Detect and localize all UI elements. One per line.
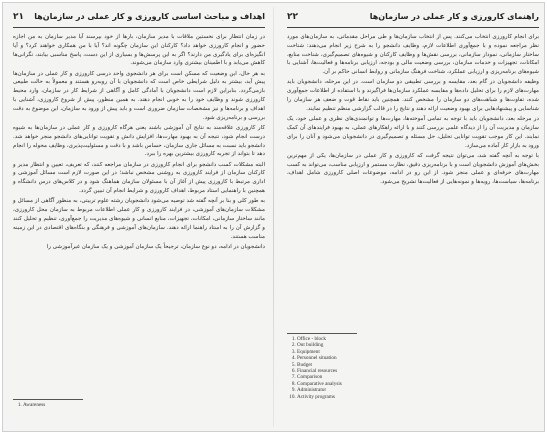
right-page-body bbox=[287, 33, 539, 189]
footnote: 2. Out building bbox=[297, 342, 487, 348]
footnote: 5. Budget bbox=[297, 362, 487, 368]
paragraph: البته مشکلات کسب دانشجو برای انجام کارورزی در سازمان مراجعه کنند، که تعریف، تعیین و انتظار مدیر و کارکنان سازمان از فرایند کارورزی به روشنی مشخص نباشد؛ در این صورت لازم است مسائل آموزشی و اداری مرتبط با کارورزی پیش از آغاز آن با مسئولان سازمان هماهنگ شود و در کلاس‌های درس دانشگاه و همچنین با راهنمایی استاد مربوط، اهداف کارورزی و شرایط انجام آن تبیین گردد. bbox=[13, 161, 265, 195]
book-gutter bbox=[273, 7, 274, 427]
footnote: 6. Financial resources bbox=[297, 368, 487, 374]
left-footnotes bbox=[13, 402, 213, 408]
footnote-rule bbox=[287, 333, 357, 334]
footnote: 8. Comparative analysis bbox=[297, 381, 487, 387]
paragraph: کار کارورزی علاقه‌مند به نتایج آن آموزشی باشند یعنی هرگاه کارورزی و کار عملی در سازمان‌ها به شیوه درست انجام شود، نتیجه آن به بهبود مهارت‌ها، افزایش دانش و تقویت توانایی‌های دانشجو منجر خواهد شد. دانشجو باید نسبت به مسائل جاری سازمان، حساس باشد و با دقت و مسئولیت‌پذیری، وظایف محوله را انجام دهد تا بتواند از تجربه کارورزی بیشترین بهره را ببرد. bbox=[13, 124, 265, 158]
left-page bbox=[13, 11, 265, 425]
right-page-header bbox=[287, 11, 539, 28]
paragraph: در زمان انتظار برای نخستین ملاقات با مدیر سازمان، بارها از خود بپرسند آیا مدیر سازمان به من اجازه حضور و انجام کارورزی خواهد داد؟ کارکنان این سازمان چگونه اند؟ آیا با من همکاری خواهند کرد؟ و آیا انگیزه‌ای برای یادگیری من دارند؟ اگر به این پرسش‌ها و بسیاری از این دست، پاسخ مناسبی بیابند، نگرانی‌ها کاهش می‌یابد و با اطمینان بیشتری وارد سازمان می‌شوند. bbox=[13, 34, 265, 67]
footnote: 1. Awareness bbox=[23, 402, 213, 408]
paragraph: به طور کلی و بنا بر آنچه گفته شد توصیه می‌شود دانشجویان رشته علوم تربیتی، به منظور آگاهی از مسائل و مشکلات سازمان‌های آموزشی، در فرایند کارورزی و کار عملی اطلاعات مربوط به سازمان محل کارورزی، مانند ساختار سازمانی، امکانات، تجهیزات، منابع انسانی و شیوه‌های مدیریت را جمع‌آوری، تنظیم و تحلیل کنند و گزارش آن را به استاد راهنما ارائه دهند. سازمان‌های آموزشی و فرهنگی و بنگاه‌های اقتصادی در این زمینه مناسب هستند. bbox=[13, 198, 265, 240]
left-page-title: اهداف و مباحث اساسی کارورزی و کار عملی در سازمان‌ها bbox=[34, 12, 265, 21]
book-spread bbox=[2, 2, 545, 432]
footnote: 10. Activity programs bbox=[297, 394, 487, 400]
left-page-body bbox=[13, 33, 265, 253]
footnote: 9. Administrator bbox=[297, 387, 487, 393]
paragraph: وظیفه دانشجویان در گام بعد، مقایسه و بررسی تطبیقی دو سازمان است. در این مرحله، دانشجویان باید مهارت‌های لازم را برای تحلیل داده‌ها و مقایسه عملکرد سازمان‌ها فراگیرند و با استفاده از اطلاعات جمع‌آوری شده، تفاوت‌ها و شباهت‌های دو سازمان را مشخص کنند. همچنین باید نقاط قوت و ضعف هر سازمان را شناسایی و پیشنهادهایی برای بهبود وضعیت ارائه دهند و نتایج را در قالب گزارشی منظم تنظیم نمایند. bbox=[287, 79, 539, 112]
footnote: 3. Equipment bbox=[297, 349, 487, 355]
footnote: 4. Personnel situation bbox=[297, 355, 487, 361]
right-page-number: ۲۲ bbox=[287, 12, 298, 22]
paragraph: دانشجویان در ادامه، دو نوع سازمان، ترجیحاً یک سازمان آموزشی و یک سازمان غیرآموزشی را bbox=[46, 243, 265, 250]
left-page-number: ۲۱ bbox=[13, 12, 24, 22]
right-footnotes bbox=[287, 336, 487, 400]
footnote: 1. Office - block bbox=[297, 336, 487, 342]
paragraph: با توجه به آنچه گفته شد، می‌توان نتیجه گرفت که کارورزی و کار عملی در سازمان‌ها، یکی از مهم‌ترین بخش‌های آموزش دانشجویان است و با برنامه‌ریزی دقیق، نظارت مستمر و ارزیابی مناسب، می‌تواند به کسب مهارت‌های حرفه‌ای و عملی منجر شود. از این رو در ادامه، موضوعات اصلی کارورزی شامل اهداف، برنامه‌ها، سیاست‌ها، رویه‌ها و نمونه‌هایی از فعالیت‌ها تشریح می‌شود. bbox=[287, 152, 539, 186]
paragraph: به هر حال، این وضعیت که مسکن است برای هر دانشجوی واحد درسی کارورزی و کار عملی در سازمان‌ها پیش آید، بیشتر به دلیل شرایطی خاص است که دانشجویان با آن روبه‌رو هستند و معمولاً به حالت طبیعی بازمی‌گردد. بنابراین لازم است دانشجویان با آمادگی کامل و آگاهی از شرایط کار در سازمان، وارد محیط کارورزی شوند و وظایف خود را به خوبی انجام دهند. به همین منظور، پیش از شروع کارورزی، آشنایی با اهداف و برنامه‌ها و نیز مشخصات سازمان ضروری است و باید پیش از ورود به سازمان، این موضوع به دقت بررسی و برنامه‌ریزی شود. bbox=[13, 70, 265, 121]
right-page bbox=[287, 11, 539, 425]
right-page-title: راهنمای کارورزی و کار عملی در سازمان‌ها bbox=[369, 12, 539, 21]
footnote-rule bbox=[13, 399, 83, 400]
paragraph: برای انجام کارورزی انتخاب می‌کنند. پس از انتخاب سازمان‌ها و طی مراحل مقدماتی، به سازمان‌های مورد نظر مراجعه نموده و با جمع‌آوری اطلاعات لازم، وظایف دانشجو را به شرح زیر انجام می‌دهند: شناخت ساختار سازمانی، نمودار سازمانی، بررسی نقش‌ها و وظایف کارکنان و شیوه‌های تصمیم‌گیری، شناخت منابع، امکانات، تجهیزات و خدمات سازمان، بررسی وضعیت مالی و بودجه، ارزیابی برنامه‌ها و فعالیت‌ها، آشنایی با شیوه‌های برنامه‌ریزی و ارزیابی عملکرد، شناخت فرهنگ سازمانی و روابط انسانی حاکم بر آن. bbox=[287, 34, 539, 76]
left-page-header bbox=[13, 11, 265, 28]
footnote: 7. Comparison bbox=[297, 374, 487, 380]
paragraph: در مرحله بعد، دانشجویان باید با توجه به تمامی آموخته‌ها، مهارت‌ها و توانمندی‌های نظری و عملی خود، یک سازمان و مدیریت آن را از دیدگاه علمی بررسی کنند و با ارائه راهکارهای عملی، به بهبود فرایندهای آن کمک نمایند. این کار موجب تقویت توانایی تحلیل، حل مسئله و تصمیم‌گیری در دانشجویان می‌شود و آنان را برای ورود به بازار کار آماده می‌سازد. bbox=[287, 116, 539, 149]
